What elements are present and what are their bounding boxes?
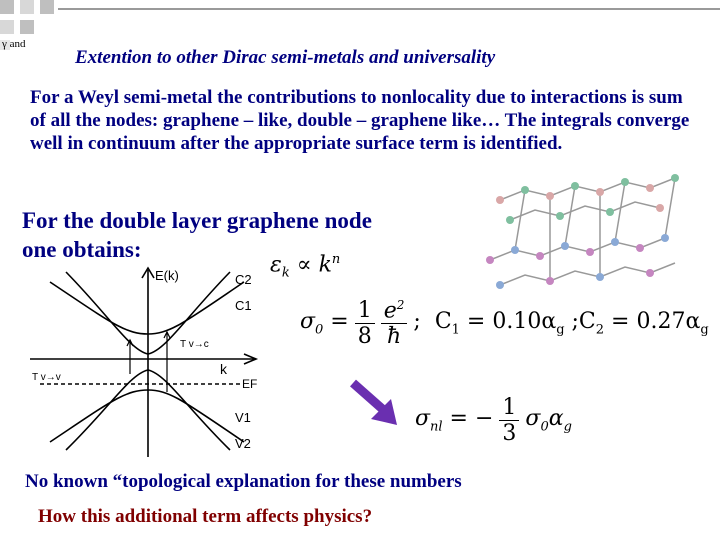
bilayer-graphene-illustration	[480, 160, 690, 310]
fermi-level-label: EF	[242, 377, 258, 391]
x-axis-label: k	[220, 361, 227, 377]
band-label-v1: V1	[235, 410, 251, 425]
dispersion-formula: $\varepsilon_k \propto k^n$	[270, 252, 341, 281]
decor-square-1	[0, 0, 14, 14]
top-rule	[58, 8, 720, 10]
decor-square-5	[40, 0, 54, 14]
band-label-c1: C1	[235, 298, 252, 313]
corner-note: γ and	[2, 38, 26, 50]
band-structure-diagram	[30, 262, 265, 462]
subheading-line-2: one obtains:	[22, 237, 142, 262]
band-label-c2: C2	[235, 272, 252, 287]
sigma-nl-formula: $\sigma_{nl}$ = − $\frac{1}{3}$ $\sigma_0\alpha_g$	[415, 395, 572, 446]
intro-paragraph: For a Weyl semi-metal the contributions to nonlocality due to interactions is sum of all the nodes: graphene – like, double – graphene like… The integrals converge well in continuum after the appropriate surface term is identified.	[30, 87, 690, 154]
transition-label-vv: T v→v	[32, 372, 61, 383]
subheading-line-1: For the double layer graphene node	[22, 208, 372, 233]
band-label-v2: V2	[235, 436, 251, 451]
topology-question: No known “topological explanation for these numbers	[25, 471, 462, 492]
sigma0-formula: $\sigma_0$ = $\frac{1}{8}$ $e^2$ ħ ; $C_1 = 0.10\alpha_g$ $;C_2 = 0.27\alpha_g$	[300, 298, 709, 350]
transition-label-vc: T v→c	[180, 339, 209, 350]
y-axis-label: E(k)	[155, 268, 179, 283]
purple-arrow-icon	[345, 375, 405, 430]
decor-square-3	[0, 20, 14, 34]
physics-question: How this additional term affects physics?	[38, 506, 373, 527]
decor-square-2	[20, 0, 34, 14]
slide-title: Extention to other Dirac semi-metals and universality	[75, 47, 496, 68]
decor-square-4	[20, 20, 34, 34]
